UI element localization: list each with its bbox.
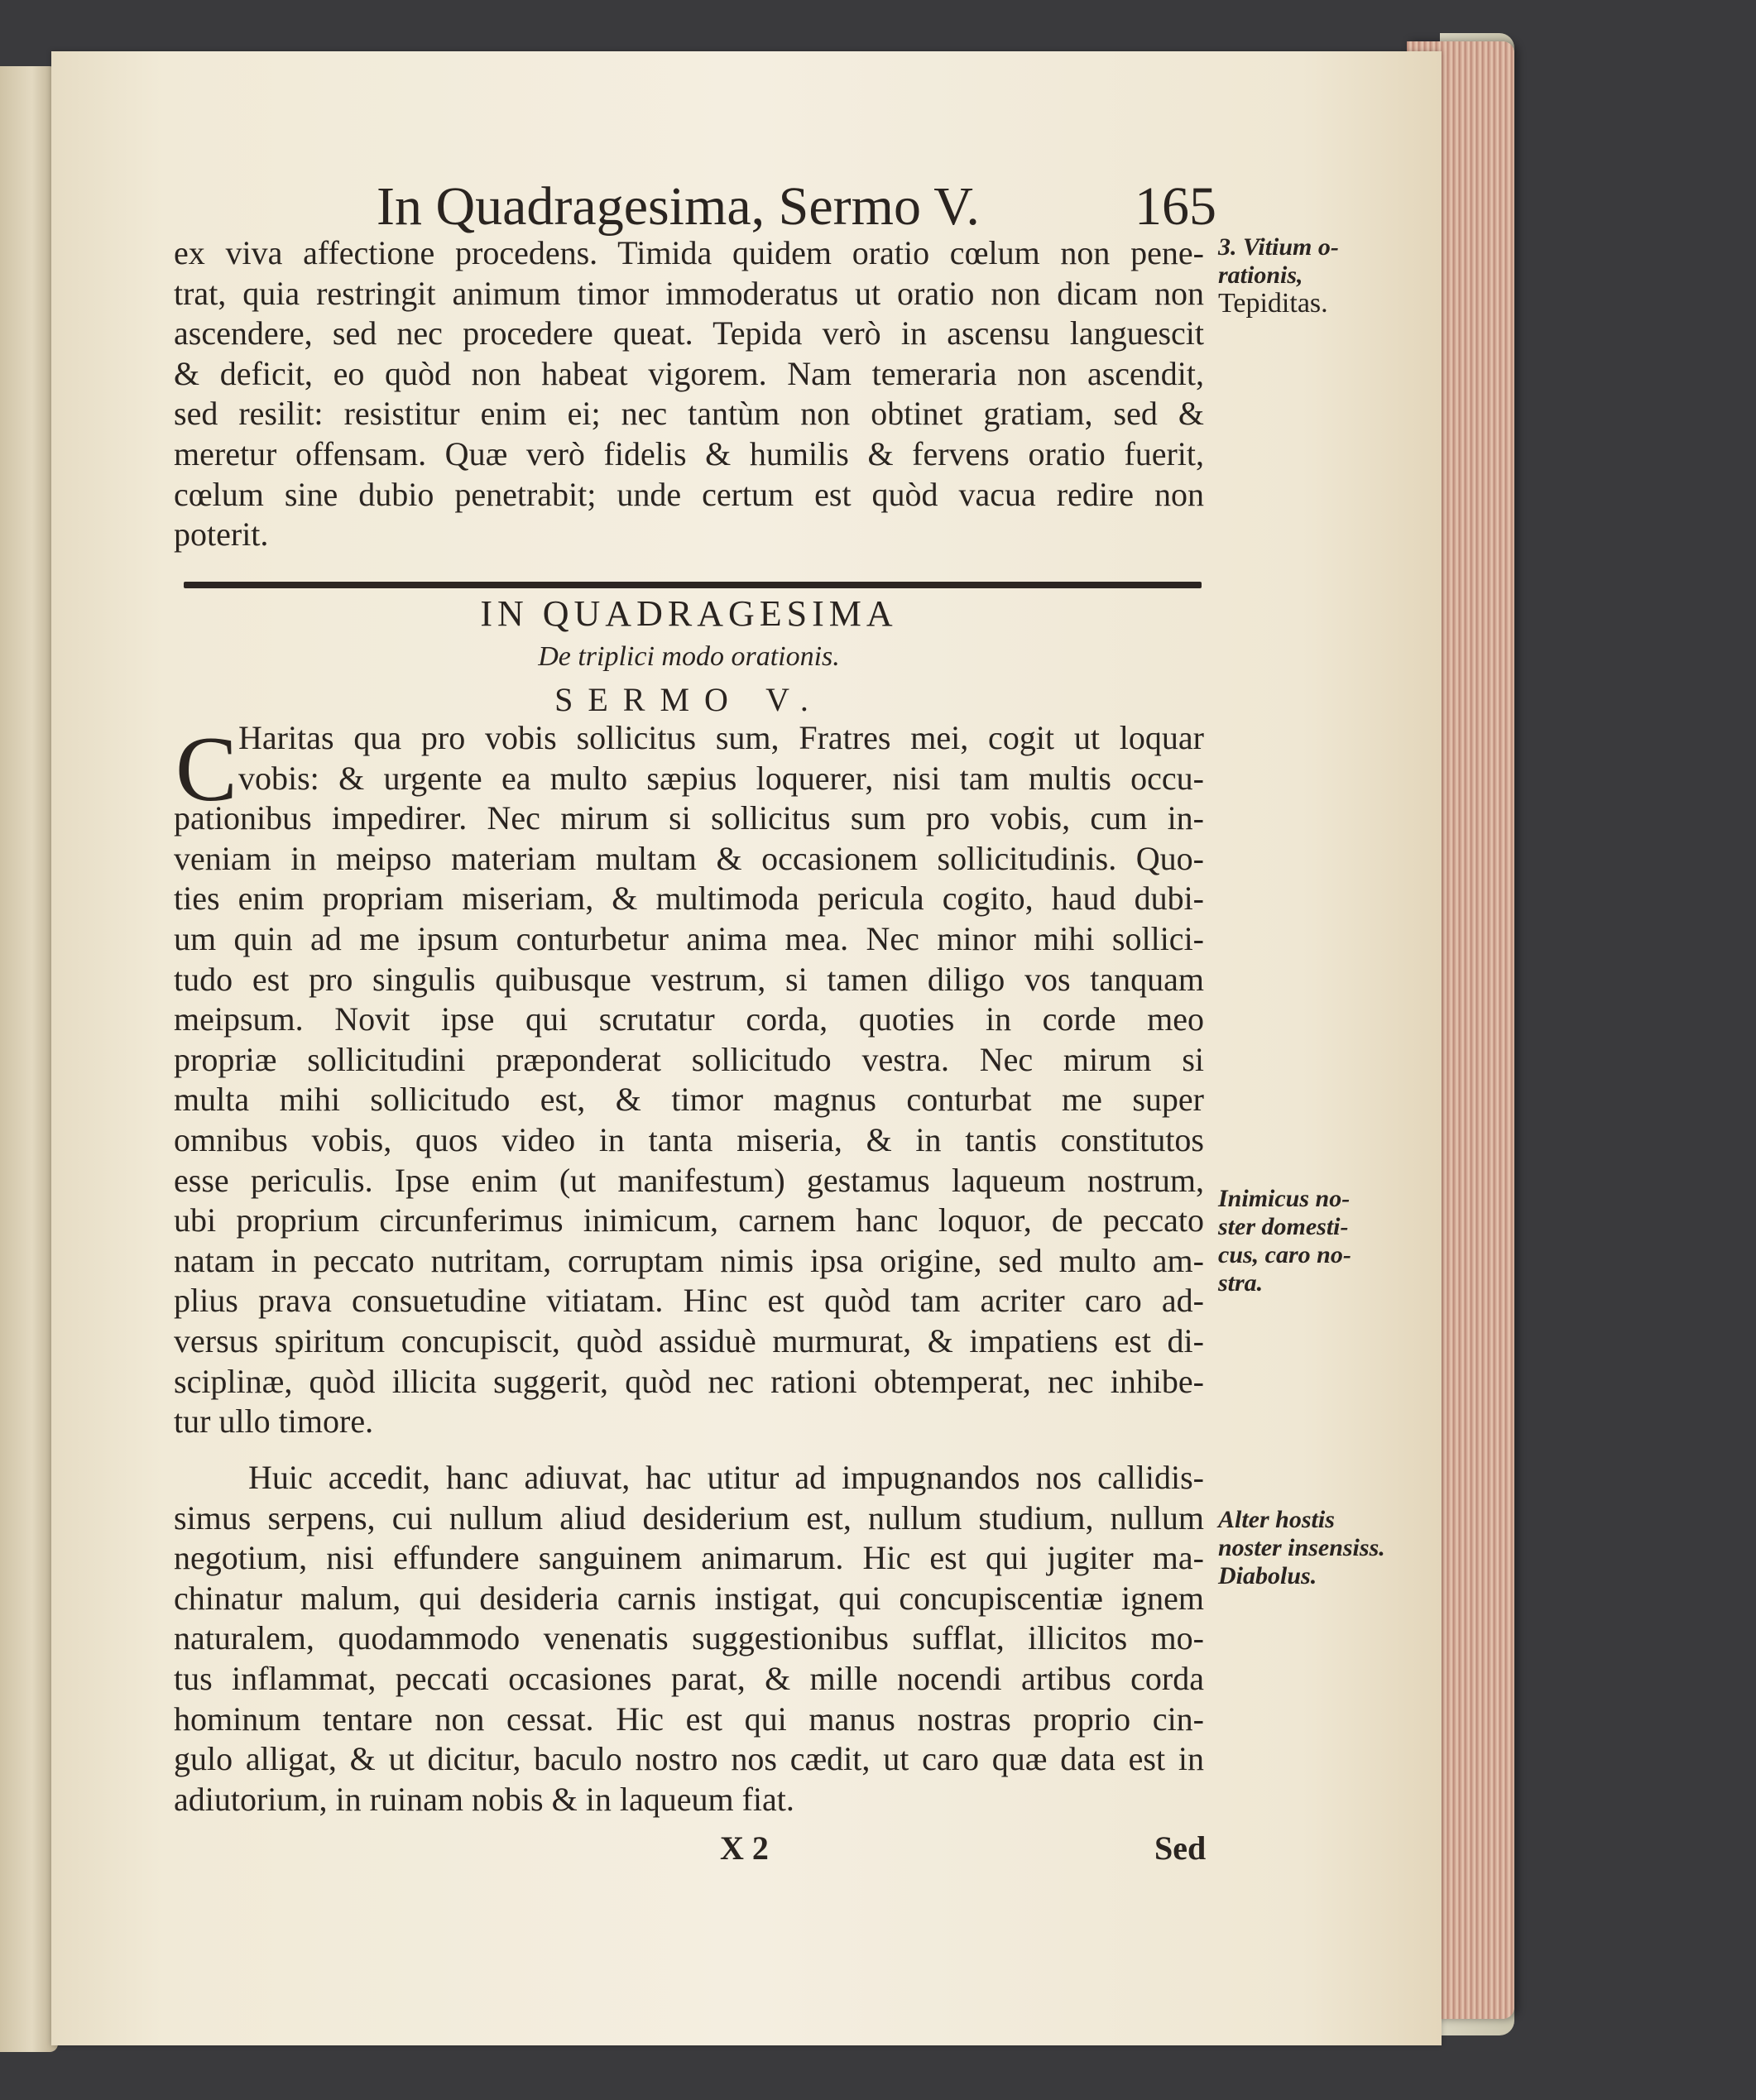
margin-note-line: ster domesti- (1218, 1213, 1349, 1240)
text-line: meretur offensam. Quæ verò fidelis & humilis & fervens oratio fuerit, (174, 434, 1204, 472)
text-line: versus spiritum concupiscit, quòd assiduè murmurat, & impatiens est di- (174, 1321, 1204, 1359)
text-line: vobis: & urgente ea multo sæpius loquerer, nisi tam multis occu- (238, 759, 1204, 797)
margin-note-line: Tepiditas. (1218, 288, 1328, 319)
text-line: cœlum sine dubio penetrabit; unde certum est quòd vacua redire non (174, 475, 1204, 513)
margin-note-line: Alter hostis (1218, 1506, 1335, 1533)
text-line: Haritas qua pro vobis sollicitus sum, Fratres mei, cogit ut loquar (238, 719, 1204, 756)
text-line: um quin ad me ipsum conturbetur anima mea. Nec minor mihi sollici- (174, 919, 1204, 957)
text-line: multa mihi sollicitudo est, & timor magnus conturbat me super (174, 1081, 1204, 1119)
running-head (377, 174, 1216, 240)
text-line: & deficit, eo quòd non habeat vigorem. Nam temeraria non ascendit, (174, 354, 1204, 392)
margin-note-line: noster insensiss. (1218, 1534, 1385, 1561)
text-line: Huic accedit, hanc adiuvat, hac utitur ad impugnandos nos callidis- (248, 1459, 1204, 1496)
text-line: adiutorium, in ruinam nobis & in laqueum fiat. (174, 1780, 794, 1818)
text-line: chinatur malum, qui desideria carnis instigat, qui concupiscentiæ ignem (174, 1579, 1204, 1617)
running-head-title: In Quadragesima, Sermo V. (377, 176, 980, 237)
text-line: trat, quia restringit animum timor immoderatus ut oratio non dicam non (174, 274, 1204, 312)
page-number: 165 (1135, 176, 1216, 237)
text-line: natam in peccato nutritam, corruptam nimis ipsa origine, sed multo am- (174, 1241, 1204, 1279)
margin-note-caro (1218, 1185, 1351, 1297)
text-line: gulo alligat, & ut dicitur, baculo nostro nos cædit, ut caro quæ data est in (174, 1740, 1204, 1778)
text-line: plius prava consuetudine vitiatam. Hinc est quòd tam acriter caro ad- (174, 1282, 1204, 1320)
text-line: simus serpens, cui nullum aliud desiderium est, nullum studium, nullum (174, 1498, 1204, 1537)
margin-note-line: 3. Vitium o- (1218, 233, 1339, 261)
signature-mark: X 2 (720, 1829, 769, 1867)
text-line: tus inflammat, peccati occasiones parat, & mille nocendi artibus corda (174, 1659, 1204, 1697)
margin-note-line: rationis, (1218, 261, 1303, 289)
previous-sermon-text (174, 233, 1204, 555)
margin-note-tepiditas (1218, 233, 1339, 318)
text-line: sed resilit: resistitur enim ei; nec tantùm non obtinet gratiam, sed & (174, 395, 1204, 433)
sermon-paragraph-2 (174, 1458, 1204, 1820)
margin-note-line: cus, caro no- (1218, 1241, 1351, 1268)
left-page-edge (0, 66, 58, 2052)
margin-note-line: stra. (1218, 1269, 1264, 1297)
text-line: ex viva affectione procedens. Timida quidem oratio cœlum non pene- (174, 234, 1204, 271)
text-line: propriæ sollicitudini præponderat sollicitudo vestra. Nec mirum si (174, 1040, 1204, 1078)
text-line: ubi proprium circunferimus inimicum, carnem hanc loquor, de peccato (174, 1201, 1204, 1239)
sermon-label: SERMO V. (554, 681, 823, 718)
sermon-paragraph-1 (174, 718, 1204, 1442)
text-line: poterit. (174, 515, 269, 554)
sermon-subtitle: De triplici modo orationis. (538, 641, 840, 672)
text-line: hominum tentare non cessat. Hic est qui manus nostras proprio cin- (174, 1700, 1204, 1738)
section-divider-rule (184, 582, 1202, 588)
text-line: naturalem, quodammodo venenatis suggestionibus sufflat, illicitos mo- (174, 1619, 1204, 1657)
sermon-title: IN QUADRAGESIMA (480, 593, 898, 634)
text-line: tudo est pro singulis quibusque vestrum, si tamen diligo vos tanquam (174, 960, 1204, 998)
text-line: esse periculis. Ipse enim (ut manifestum) gestamus laqueum nostrum, (174, 1161, 1204, 1199)
text-line: pationibus impedirer. Nec mirum si sollicitus sum pro vobis, cum in- (174, 799, 1204, 837)
margin-note-diabolus (1218, 1506, 1385, 1590)
text-line: veniam in meipso materiam multam & occasionem sollicitudinis. Quo- (174, 839, 1204, 877)
catchword: Sed (1154, 1829, 1207, 1867)
margin-note-line: Inimicus no- (1218, 1185, 1351, 1212)
margin-note-line: Diabolus. (1218, 1562, 1317, 1589)
text-line: ties enim propriam miseriam, & multimoda pericula cogito, haud dubi- (174, 880, 1204, 918)
text-line: meipsum. Novit ipse qui scrutatur corda, quoties in corde meo (174, 1000, 1204, 1038)
text-line: ascendere, sed nec procedere queat. Tepida verò in ascensu languescit (174, 314, 1204, 352)
drop-cap: C (175, 718, 237, 821)
text-line: tur ullo timore. (174, 1402, 374, 1441)
text-line: sciplinæ, quòd illicita suggerit, quòd nec rationi obtemperat, nec inhibe- (174, 1362, 1204, 1400)
text-line: negotium, nisi effundere sanguinem animarum. Hic est qui jugiter ma- (174, 1539, 1204, 1577)
text-line: omnibus vobis, quos video in tanta miseria, & in tantis constitutos (174, 1120, 1204, 1158)
